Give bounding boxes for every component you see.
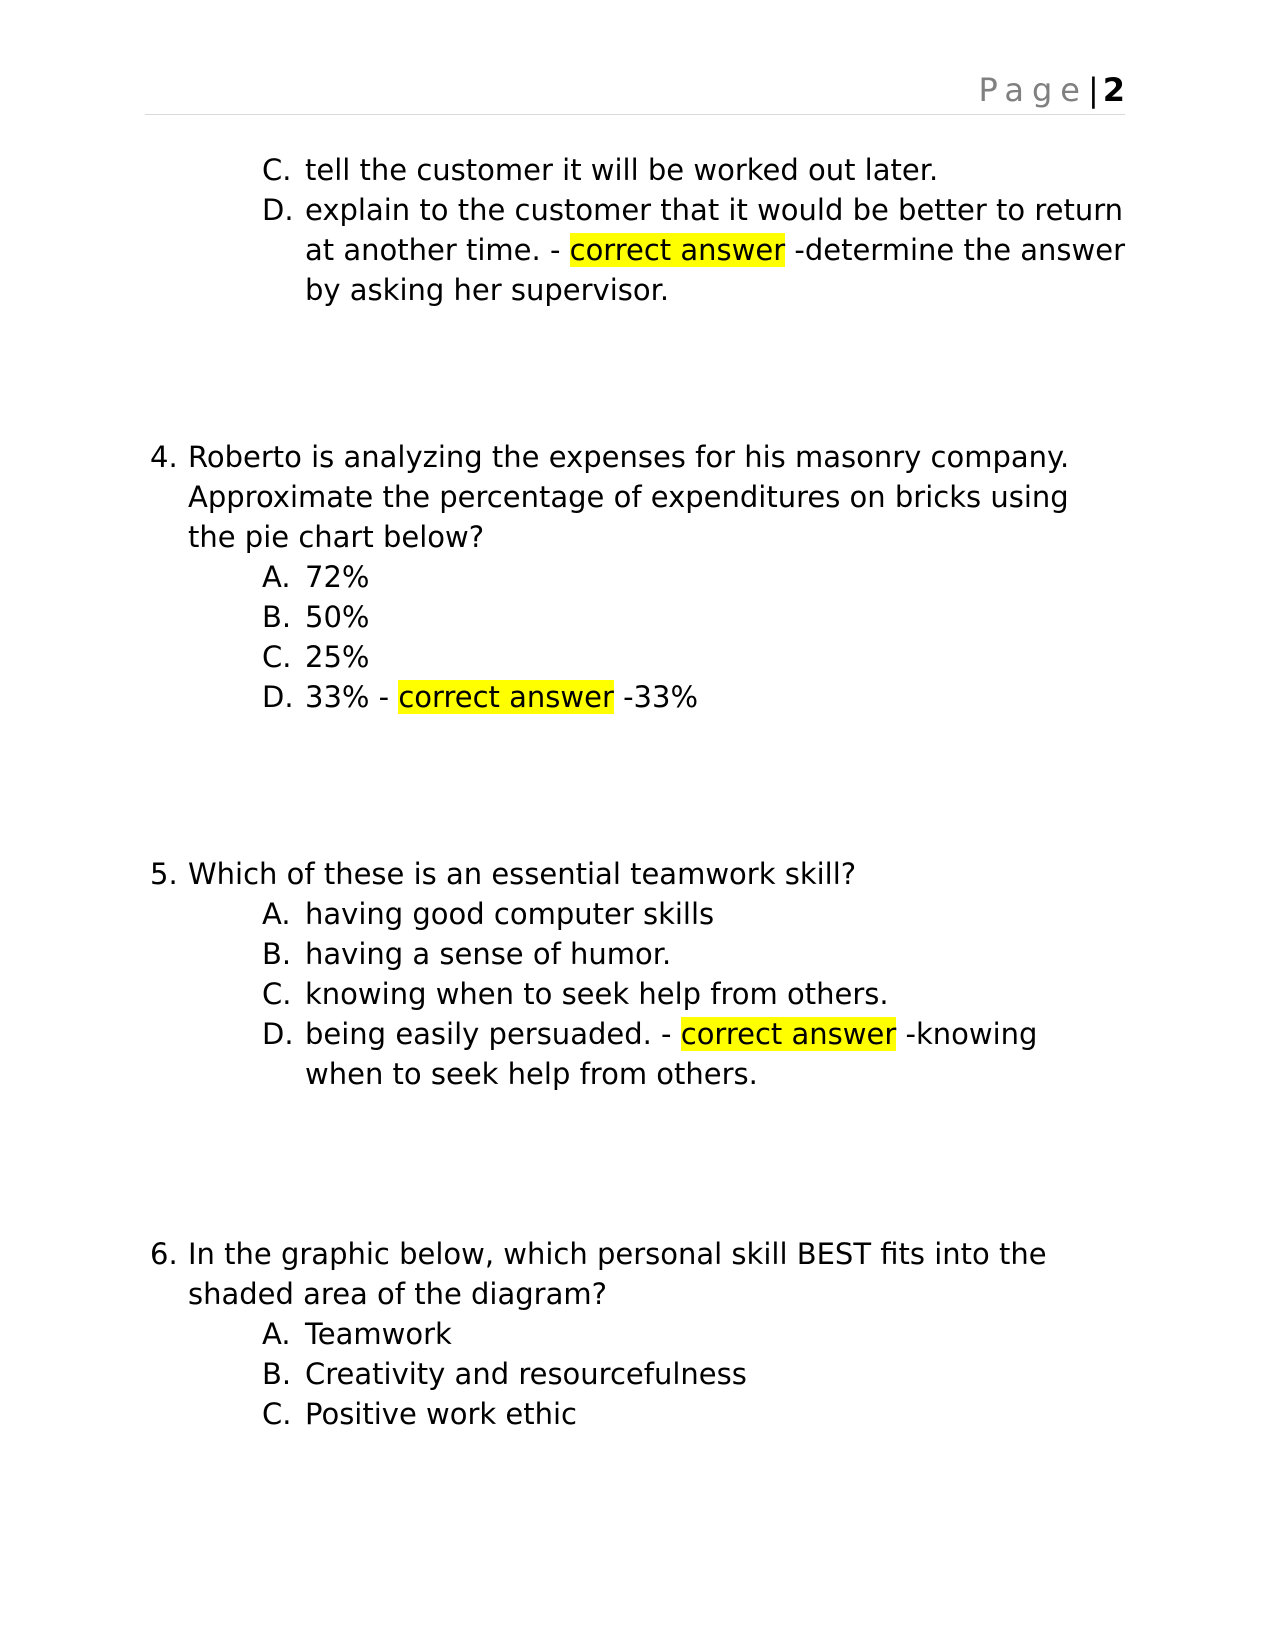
question-number: 6.: [150, 1237, 178, 1271]
option-letter: D.: [262, 1017, 294, 1051]
option-text-continued: by asking her supervisor.: [305, 273, 670, 307]
answer-explanation: -knowing: [896, 1017, 1038, 1051]
option-text-continued: [305, 233, 1125, 267]
answer-prefix: at another time. -: [305, 233, 570, 267]
option-letter: A.: [262, 1317, 291, 1351]
option-text: [305, 1017, 1037, 1051]
page-label: Page: [978, 71, 1088, 109]
option-text-continued: when to seek help from others.: [305, 1057, 758, 1091]
option-letter: C.: [262, 977, 292, 1011]
option-text: 72%: [305, 560, 370, 594]
question-number: 4.: [150, 440, 178, 474]
page-number: [978, 73, 1125, 107]
option-letter: C.: [262, 153, 292, 187]
option-letter: B.: [262, 600, 292, 634]
option-text: knowing when to seek help from others.: [305, 977, 889, 1011]
option-text: having a sense of humor.: [305, 937, 672, 971]
answer-prefix: 33% -: [305, 680, 399, 714]
option-text: tell the customer it will be worked out later.: [305, 153, 939, 187]
option-text: Teamwork: [305, 1317, 452, 1351]
option-text: 50%: [305, 600, 370, 634]
answer-explanation: -determine the answer: [785, 233, 1125, 267]
option-text: explain to the customer that it would be better to return: [305, 193, 1124, 227]
option-text: [305, 680, 698, 714]
option-letter: C.: [262, 1397, 292, 1431]
question-text: In the graphic below, which personal skill BEST fits into the: [188, 1237, 1047, 1271]
option-letter: B.: [262, 937, 292, 971]
page-separator: |: [1087, 71, 1099, 109]
page-number-value: 2: [1102, 71, 1125, 109]
option-letter: A.: [262, 560, 291, 594]
question-text: shaded area of the diagram?: [188, 1277, 607, 1311]
option-text: Positive work ethic: [305, 1397, 578, 1431]
question-number: 5.: [150, 857, 178, 891]
question-text: Roberto is analyzing the expenses for his masonry company.: [188, 440, 1070, 474]
answer-explanation: -33%: [613, 680, 699, 714]
option-letter: C.: [262, 640, 292, 674]
option-text: having good computer skills: [305, 897, 715, 931]
option-letter: A.: [262, 897, 291, 931]
answer-prefix: being easily persuaded. -: [305, 1017, 681, 1051]
question-text: Which of these is an essential teamwork skill?: [188, 857, 857, 891]
question-text: Approximate the percentage of expenditures on bricks using: [188, 480, 1069, 514]
option-letter: D.: [262, 193, 294, 227]
question-text: the pie chart below?: [188, 520, 485, 554]
page-header: [145, 70, 1125, 115]
correct-answer-highlight: correct answer: [680, 1017, 897, 1051]
option-text: 25%: [305, 640, 370, 674]
option-letter: D.: [262, 680, 294, 714]
option-text: Creativity and resourcefulness: [305, 1357, 747, 1391]
correct-answer-highlight: correct answer: [569, 233, 786, 267]
option-letter: B.: [262, 1357, 292, 1391]
correct-answer-highlight: correct answer: [398, 680, 614, 714]
